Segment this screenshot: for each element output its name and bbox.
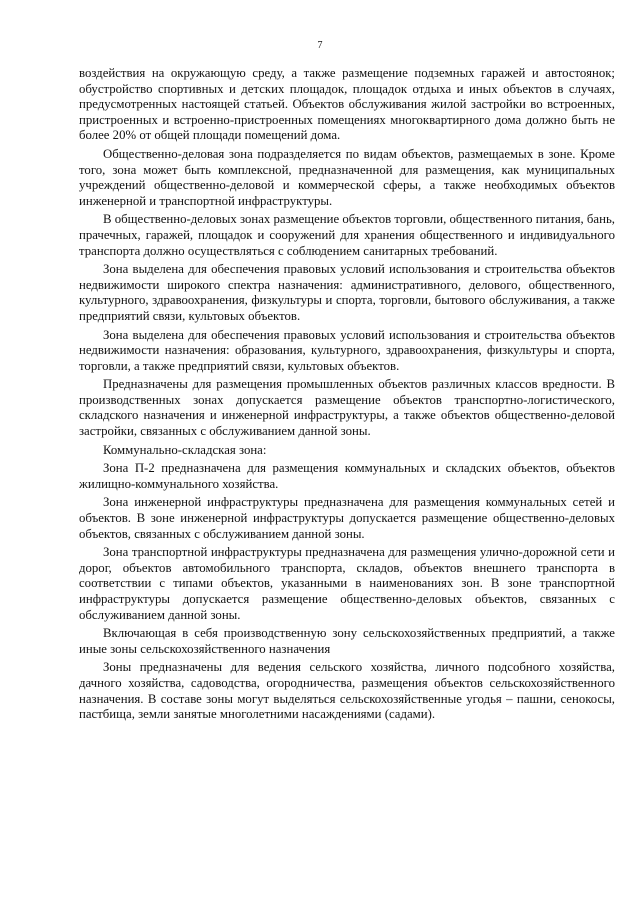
paragraph-9: Зона инженерной инфраструктуры предназначена для размещения коммунальных сетей и объектов. В зоне инженерной инфраструктуры допускается размещение общественно-деловых объектов, связанных с обслуживанием данной зоны. [79, 495, 615, 541]
paragraph-8: Зона П-2 предназначена для размещения коммунальных и складских объектов, объектов жилищно-коммунального хозяйства. [79, 461, 615, 491]
paragraph-11: Включающая в себя производственную зону сельскохозяйственных предприятий, а также иные зоны сельскохозяйственного назначения [79, 626, 615, 656]
paragraph-2: Общественно-деловая зона подразделяется по видам объектов, размещаемых в зоне. Кроме того, зона может быть комплексной, предназначенной для размещения, как муниципальных учреждений общественно-деловой и коммерческой сферы, а также необходимых объектов инженерной и транспортной инфраструктуры. [79, 146, 615, 208]
paragraph-10: Зона транспортной инфраструктуры предназначена для размещения улично-дорожной сети и дорог, объектов автомобильного транспорта, складов, объектов внешнего транспорта в соответствии с типами объектов, указанными в наименованиях зон. В зоне транспортной инфраструктуры допускается размещение общественно-деловых объектов, связанных с обслуживанием данной зоны. [79, 545, 615, 622]
paragraph-1: воздействия на окружающую среду, а также размещение подземных гаражей и автостоянок; обустройство спортивных и детских площадок, площадок отдыха и иных объектов в случаях, предусмотренных настоящей статьей. Объектов обслуживания жилой застройки во встроенных, пристроенных и встроенно-пристроенных помещениях многоквартирного дома должно быть не более 20% от общей площади помещений дома. [79, 66, 615, 143]
body-text [79, 66, 615, 726]
paragraph-6: Предназначены для размещения промышленных объектов различных классов вредности. В производственных зонах допускается размещение объектов транспортно-логистического, складского назначения и инженерной инфраструктуры, а также объектов общественно-деловой застройки, связанных с обслуживанием данной зоны. [79, 377, 615, 439]
paragraph-7: Коммунально-складская зона: [103, 442, 267, 457]
paragraph-5: Зона выделена для обеспечения правовых условий использования и строительства объектов недвижимости назначения: образования, культурного, здравоохранения, физкультуры и спорта, торговли, а также предприятий связи, культовых объектов. [79, 327, 615, 373]
paragraph-4: Зона выделена для обеспечения правовых условий использования и строительства объектов недвижимости широкого спектра назначения: административного, делового, общественного, культурного, здравоохранения, физкультуры и спорта, торговли, бытового обслуживания, а также предприятий связи, культовых объектов. [79, 262, 615, 323]
paragraph-12: Зоны предназначены для ведения сельского хозяйства, личного подсобного хозяйства, дачного хозяйства, садоводства, огородничества, размещения объектов сельскохозяйственного назначения. В составе зоны могут выделяться сельскохозяйственные угодья – пашни, сенокосы, пастбища, земли занятые многолетними насаждениями (садами). [79, 660, 615, 722]
paragraph-3: В общественно-деловых зонах размещение объектов торговли, общественного питания, бань, прачечных, гаражей, площадок и сооружений для хранения общественного и индивидуального транспорта должно осуществляться с соблюдением санитарных требований. [79, 212, 615, 258]
page-number: 7 [317, 40, 323, 51]
